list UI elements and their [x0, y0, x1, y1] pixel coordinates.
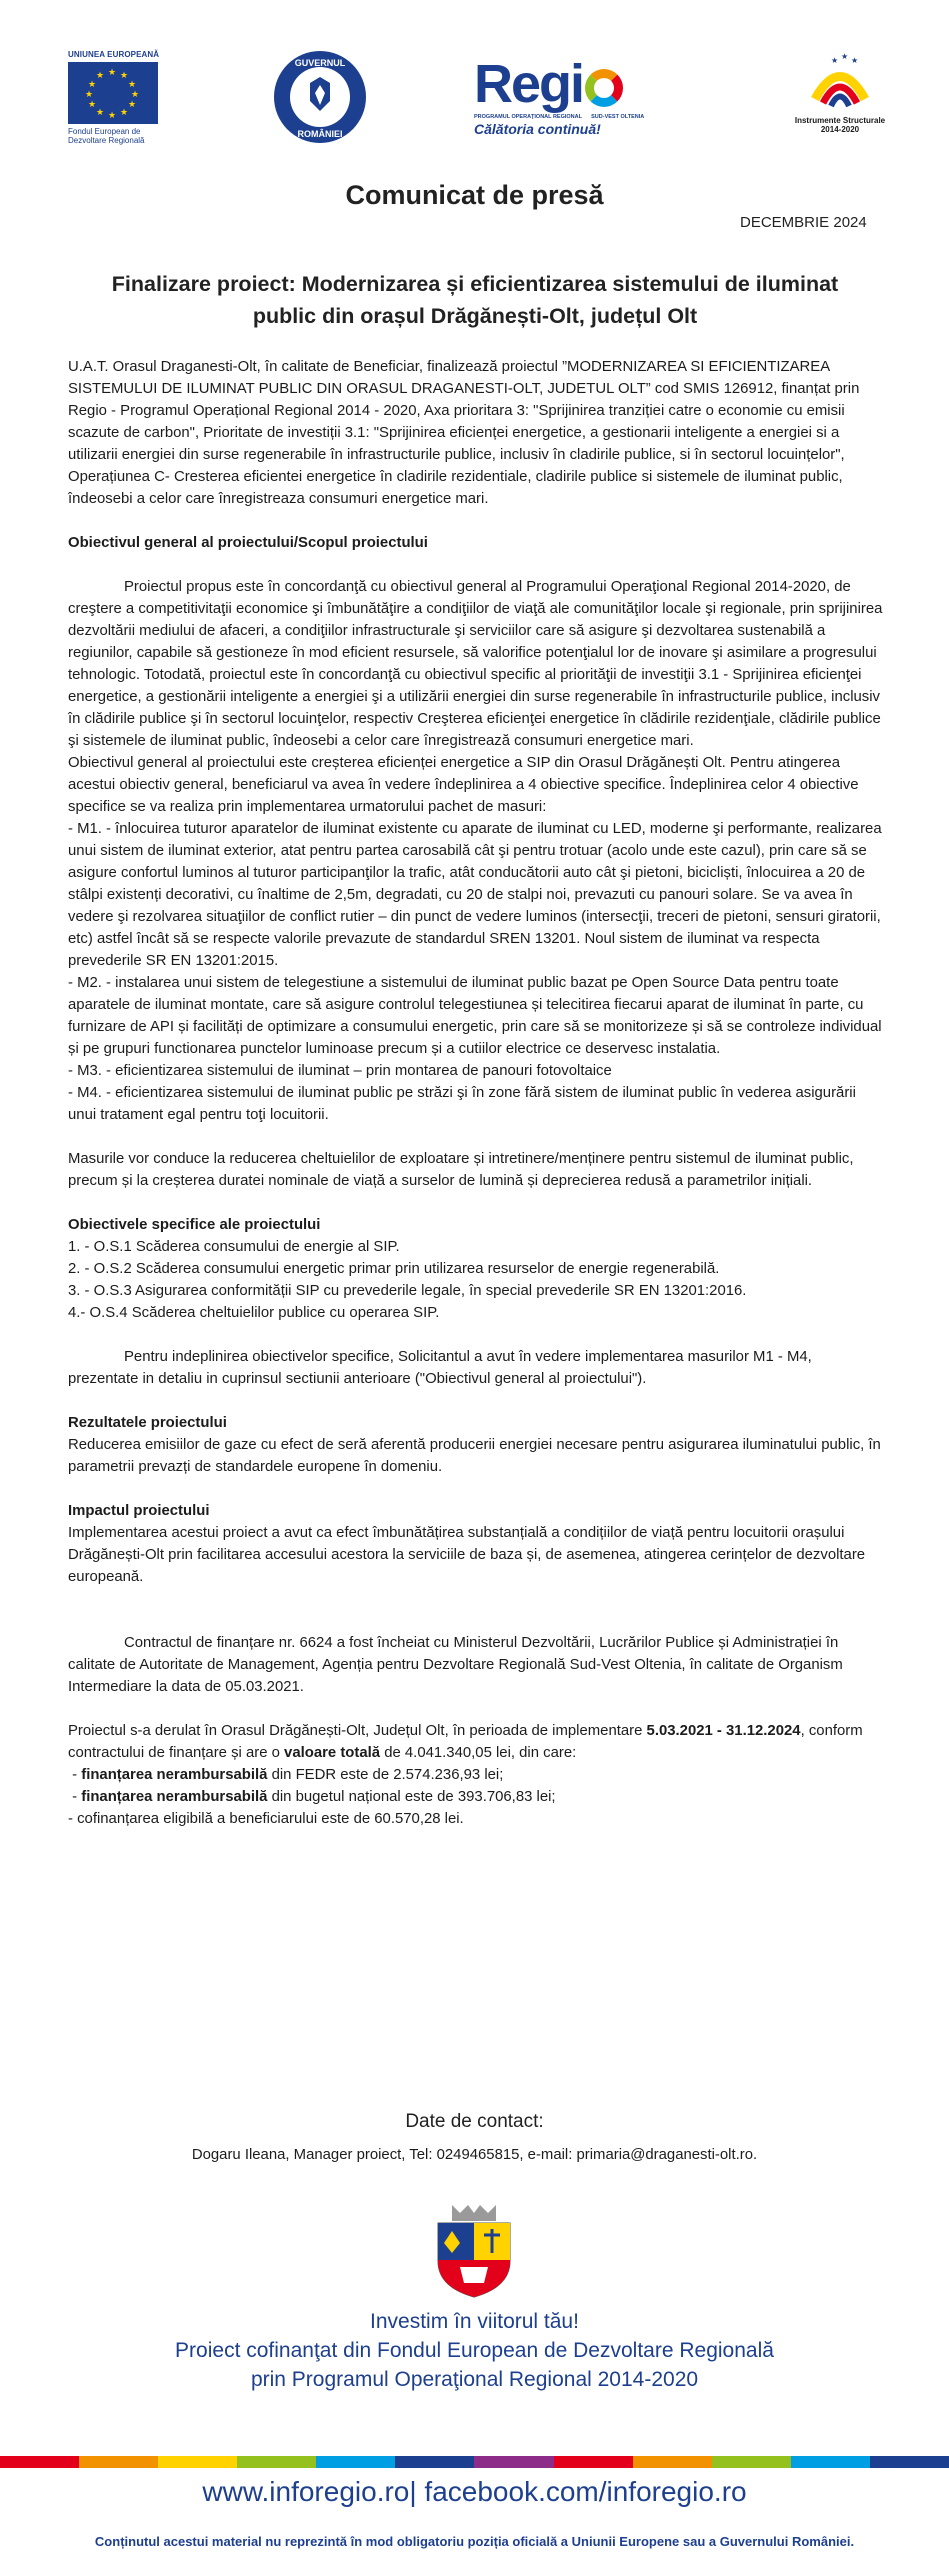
color-band-segment [474, 2456, 553, 2468]
objective-paragraph-1: Proiectul propus este în concordanţă cu obiectivul general al Programului Operaţional Regional 2014-2020, de creştere a competitivitaţii economice şi îmbunătăţire a condiţiilor de viaţă ale comunităţilor locale şi regionale, prin sprijinirea dezvoltării mediului de afaceri, a condiţiilor infrastructurale şi serviciilor care să asigure şi dezvoltarea sustenabilă a regiunilor, capabile să gestioneze în mod eficient resursele, să valorifice potenţialul lor de inovare şi asimilare a progresului tehnologic. Totodată, proiectul este în concordanţă cu obiectivul specific al priorităţii de investiţii 3.1 - Sprijinirea eficienţei energetice, a gestionării inteligente a energiei şi a utilizării energiei din surse regenerabile în infrastructurile publice, inclusiv în clădirile publice şi în sectorul locuinţelor, respectiv Creşterea eficienţei energetice în clădirile rezidenţiale, clădirile publice şi sistemele de iluminat public, îndeosebi a celor care înregistrează consumuri energetice mari. [68, 579, 883, 749]
regio-program: PROGRAMUL OPERAŢIONAL REGIONAL [474, 114, 582, 120]
specific-objectives-heading: Obiectivele specifice ale proiectului [68, 1217, 321, 1233]
color-band-segment [158, 2456, 237, 2468]
regio-o-icon [585, 69, 623, 107]
objective-paragraph-2: Obiectivul general al proiectului este creșterea eficienței energetice a SIP din Orasul Drăgănești Olt. Pentru atingerea acestui obiectiv general, beneficiarul va avea în vedere îndeplinirea a 4 obiective specifice. Îndeplinirea celor 4 obiective specifice se va realiza prin implementarea urmatorului pachet de masuri: [68, 755, 859, 815]
regio-word: Regi [474, 54, 584, 114]
measure-m3: - M3. - eficientizarea sistemului de iluminat – prin montarea de panouri fotovoltaice [68, 1063, 612, 1079]
svg-text:★: ★ [851, 56, 859, 65]
contact-title: Date de contact: [405, 2111, 544, 2132]
color-band [0, 2456, 949, 2468]
funding-1-value: din FEDR este de 2.574.236,93 lei; [267, 1767, 504, 1783]
subtitle-line-2: public din orașul Drăgănești-Olt, județul Olt [252, 304, 698, 328]
duration-paragraph [68, 1720, 884, 1764]
funding-item-3: - cofinanțarea eligibilă a beneficiarului este de 60.570,28 lei. [68, 1811, 464, 1827]
funding-item-2: - finanțarea nerambursabilă din bugetul național este de 393.706,83 lei; [68, 1789, 556, 1805]
invest-slogan: Investim în viitorul tău! [370, 2310, 579, 2333]
color-band-segment [554, 2456, 633, 2468]
impact-paragraph: Implementarea acestui proiect a avut ca efect îmbunătățirea substanțială a condițiilor de viață pentru locuitorii orașului Drăgănești-Olt prin facilitarea accesului acestora la serviciile de baza și, de asemenea, atingerea cerințelor de dezvoltare europeană. [68, 1525, 866, 1585]
eu-logo [68, 50, 163, 145]
color-band-segment [791, 2456, 870, 2468]
impact-heading: Impactul proiectului [68, 1503, 210, 1519]
contract-paragraph: Contractul de finanțare nr. 6624 a fost încheiat cu Ministerul Dezvoltării, Lucrărilor Publice și Administrației în calitate de Autoritate de Management, Agenția pentru Dezvoltare Regională Sud-Vest Oltenia, în calitate de Organism Intermediare la data de 05.03.2021. [68, 1635, 843, 1695]
funding-item-1: - finanțarea nerambursabilă din FEDR este de 2.574.236,93 lei; [68, 1767, 504, 1783]
structural-instruments-icon [805, 49, 875, 111]
intro-paragraph: U.A.T. Orasul Draganesti-Olt, în calitate de Beneficiar, finalizează proiectul ”MODERNIZAREA SI EFICIENTIZAREA SISTEMULUI DE ILUMINAT PUBLIC DIN ORASUL DRAGANESTI-OLT, JUDETUL OLT” cod SMIS 126912, finanțat prin Regio - Programul Operațional Regional 2014 - 2020, Axa prioritara 3: "Sprijinirea tranziției catre o economie cu emisii scazute de carbon", Prioritate de investiții 3.1: "Sprijinirea eficienței energetice, a gestionarii inteligente a energiei si a utilizarii energiei din surse regenerabile în infrastructurile publice, inclusiv în cladirile publice, si în sectorul locuințelor", Operațiunea C- Cresterea eficientei energetice în cladirile rezidentiale, cladirile publice si sistemele de iluminat public, îndeosebi a celor care înregistreaza consumuri energetice mari. [68, 359, 860, 507]
page-title: Comunicat de presă [345, 180, 604, 210]
eu-fund-label: Fondul European de Dezvoltare Regională [68, 127, 145, 145]
gov-text-top: GUVERNUL [294, 58, 346, 68]
svg-text:★: ★ [831, 56, 839, 65]
release-date: DECEMBRIE 2024 [740, 214, 867, 231]
funding-2-value: din bugetul național este de 393.706,83 lei; [267, 1789, 556, 1805]
color-band-segment [316, 2456, 395, 2468]
total-value-label: valoare totală [284, 1745, 381, 1761]
regio-logo [474, 54, 670, 147]
measure-m1: - M1. - înlocuirea tuturor aparatelor de iluminat existente cu aparate de iluminat cu LED, moderne şi performante, realizarea unui sistem de iluminat exterior, atat pentru partea carosabilă cât şi pentru trotuar (acolo unde este cazul), prin care să se asigure confortul luminos al tuturor participanţilor la trafic, atât conducătorii auto cât şi pietoni, bicicliști, înlocuirea a 20 de stâlpi existenți decorativi, cu înaltime de 2,5m, degradati, cu 20 de stalpi noi, prevazuti cu panouri solare. Se va avea în vedere şi rezolvarea situaţiilor de conflict rutier – din punct de vedere luminos (intersecţii, treceri de pietoni, sensuri giratorii, etc) astfel încât să se respecte valorile prevazute de standardul SREN 13201. Noul sistem de iluminat va respecta prevederile SR EN 13201:2015. [68, 821, 882, 969]
duration-text-a: Proiectul s-a derulat în Orasul Drăgănești-Olt, Județul Olt, în perioada de implementare [68, 1723, 647, 1739]
os-item-4: 4.- O.S.4 Scăderea cheltuielilor publice cu operarea SIP. [68, 1305, 440, 1321]
eu-flag-icon: ★ ★ ★ ★ ★ ★ ★ ★ ★ ★ ★ ★ [68, 62, 158, 124]
funding-1-label: finanțarea nerambursabilă [81, 1767, 268, 1783]
regio-region: SUD-VEST OLTENIA [591, 114, 645, 120]
color-band-segment [395, 2456, 474, 2468]
results-paragraph: Reducerea emisiilor de gaze cu efect de seră aferentă producerii energiei necesare pentru asigurarea iluminatului public, în parametrii prevazți de standardele europene în domeniu. [68, 1437, 881, 1475]
is-label: Instrumente Structurale [794, 116, 886, 125]
svg-text:★: ★ [841, 52, 849, 61]
government-seal-icon [272, 49, 368, 145]
press-release-body [68, 356, 884, 1830]
project-subtitle [60, 268, 890, 332]
color-band-segment [633, 2456, 712, 2468]
cofinancing-line-1: Proiect cofinanţat din Fondul European de Dezvoltare Regională [175, 2339, 774, 2362]
measures-paragraph: Masurile vor conduce la reducerea cheltuielilor de exploatare și intretinere/menținere pentru sistemul de iluminat public, precum și la creșterea duratei nominale de viață a surselor de lumină și deprecierea redusă a parametrilor inițiali. [68, 1151, 854, 1189]
duration-text-c: de 4.041.340,05 lei, din care: [380, 1745, 577, 1761]
contact-details: Dogaru Ileana, Manager proiect, Tel: 0249465815, e-mail: primaria@draganesti-olt.ro. [191, 2147, 758, 2163]
gov-text-bottom: ROMÂNIEI [297, 129, 343, 139]
color-band-segment [0, 2456, 79, 2468]
structural-instruments-logo [790, 49, 890, 149]
color-band-segment [237, 2456, 316, 2468]
color-band-segment [712, 2456, 791, 2468]
color-band-segment [870, 2456, 949, 2468]
specific-paragraph: Pentru indeplinirea obiectivelor specifice, Solicitantul a avut în vedere implementarea masurilor M1 - M4, prezentate in detaliu in cuprinsul sectiunii anterioare ("Obiectivul general al proiectului"). [68, 1349, 812, 1387]
cofinancing-line-2: prin Programul Operaţional Regional 2014-2020 [250, 2368, 699, 2391]
implementation-period: 5.03.2021 - 31.12.2024 [646, 1723, 801, 1739]
funding-2-label: finanțarea nerambursabilă [81, 1789, 268, 1805]
color-band-segment [79, 2456, 158, 2468]
results-heading: Rezultatele proiectului [68, 1415, 227, 1431]
objective-heading: Obiectivul general al proiectului/Scopul proiectului [68, 535, 428, 551]
header-logos [0, 45, 949, 165]
disclaimer: Conținutul acestui material nu reprezintă în mod obligatoriu poziția oficială a Uniunii Europene sau a Guvernului României. [94, 2534, 855, 2549]
os-item-2: 2. - O.S.2 Scăderea consumului energetic primar prin utilizarea resurselor de energie regenerabilă. [68, 1261, 720, 1277]
measure-m4: - M4. - eficientizarea sistemului de iluminat public pe străzi şi în zone fără sistem de iluminat public în vederea asigurării unui tratament egal pentru toţi locuitorii. [68, 1085, 856, 1123]
duration-text-b: , conform contractului de finanțare și are o [68, 1723, 863, 1761]
website-links: www.inforegio.ro| facebook.com/inforegio.ro [202, 2476, 747, 2507]
eu-label: UNIUNEA EUROPEANĂ [68, 50, 160, 59]
os-item-1: 1. - O.S.1 Scăderea consumului de energie al SIP. [68, 1239, 400, 1255]
subtitle-line-1: Finalizare proiect: Modernizarea și eficientizarea sistemului de iluminat [111, 272, 839, 296]
town-crest-icon [430, 2203, 518, 2299]
regio-tagline: Călătoria continuă! [474, 121, 601, 137]
os-item-3: 3. - O.S.3 Asigurarea conformității SIP cu prevederile legale, în special prevederile SR EN 13201:2016. [68, 1283, 747, 1299]
measure-m2: - M2. - instalarea unui sistem de telegestiune a sistemului de iluminat public bazat pe Open Source Data pentru toate aparatele de iluminat montate, care să asigure controlul telegestiunea și telecitirea fiecarui aparat de iluminat în parte, cu furnizare de API și facilități de optimizare a consumului energetic, prin care să se monitorizeze și să se controleze individual și pe grupuri functionarea punctelor luminoase precum și a cutiilor electrice ce deservesc instalatia. [68, 975, 882, 1057]
is-years: 2014-2020 [820, 125, 860, 134]
